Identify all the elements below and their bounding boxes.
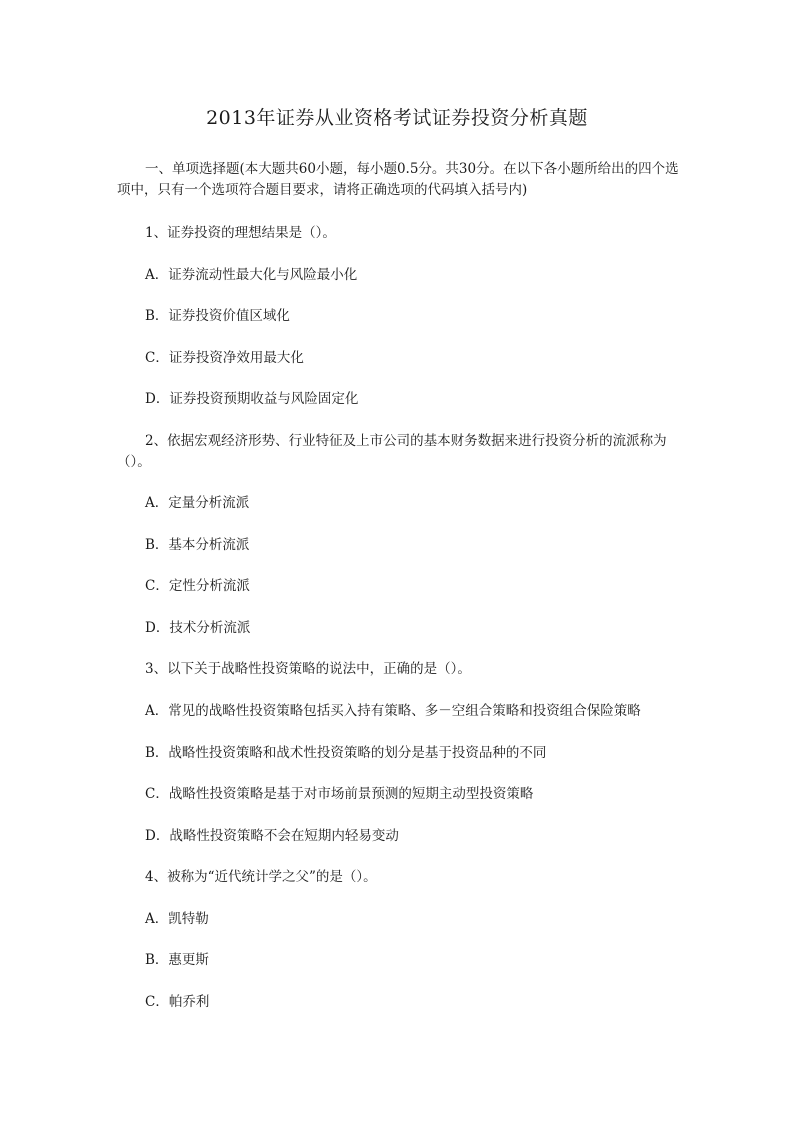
question-2-option-b: B．基本分析流派: [145, 537, 250, 553]
question-1-stem: 1、证券投资的理想结果是（）。: [145, 225, 336, 241]
question-2-option-d: D．技术分析流派: [145, 620, 251, 636]
page-title: 2013年证券从业资格考试证券投资分析真题: [206, 107, 588, 129]
question-1-option-a: A．证券流动性最大化与风险最小化: [145, 267, 358, 283]
question-3-option-d: D．战略性投资策略不会在短期内轻易变动: [145, 828, 399, 844]
question-1-option-c: C．证券投资净效用最大化: [145, 350, 304, 366]
question-1-option-d: D．证券投资预期收益与风险固定化: [145, 391, 359, 407]
question-3-option-a: A．常见的战略性投资策略包括买入持有策略、多－空组合策略和投资组合保险策略: [145, 703, 641, 719]
question-3-option-b: B．战略性投资策略和战术性投资策略的划分是基于投资品种的不同: [145, 745, 547, 761]
question-4-stem: 4、被称为“近代统计学之父”的是（）。: [145, 869, 377, 885]
question-4-option-b: B．惠更斯: [145, 952, 209, 968]
question-2-stem: 2、依据宏观经济形势、行业特征及上市公司的基本财务数据来进行投资分析的流派称为（）。: [117, 433, 667, 470]
question-4-option-a: A．凯特勒: [145, 911, 209, 927]
question-3-option-c: C．战略性投资策略是基于对市场前景预测的短期主动型投资策略: [145, 786, 534, 802]
question-2-option-c: C．定性分析流派: [145, 578, 250, 594]
question-2-option-a: A．定量分析流派: [145, 495, 250, 511]
question-1-option-b: B．证券投资价值区域化: [145, 308, 290, 324]
question-3-stem: 3、以下关于战略性投资策略的说法中，正确的是（）。: [145, 661, 471, 677]
section-intro: 一、单项选择题(本大题共60小题，每小题0.5分。共30分。在以下各小题所给出的四个选项中，只有一个选项符合题目要求，请将正确选项的代码填入括号内): [117, 161, 679, 198]
question-4-option-c: C．帕乔利: [145, 994, 210, 1010]
